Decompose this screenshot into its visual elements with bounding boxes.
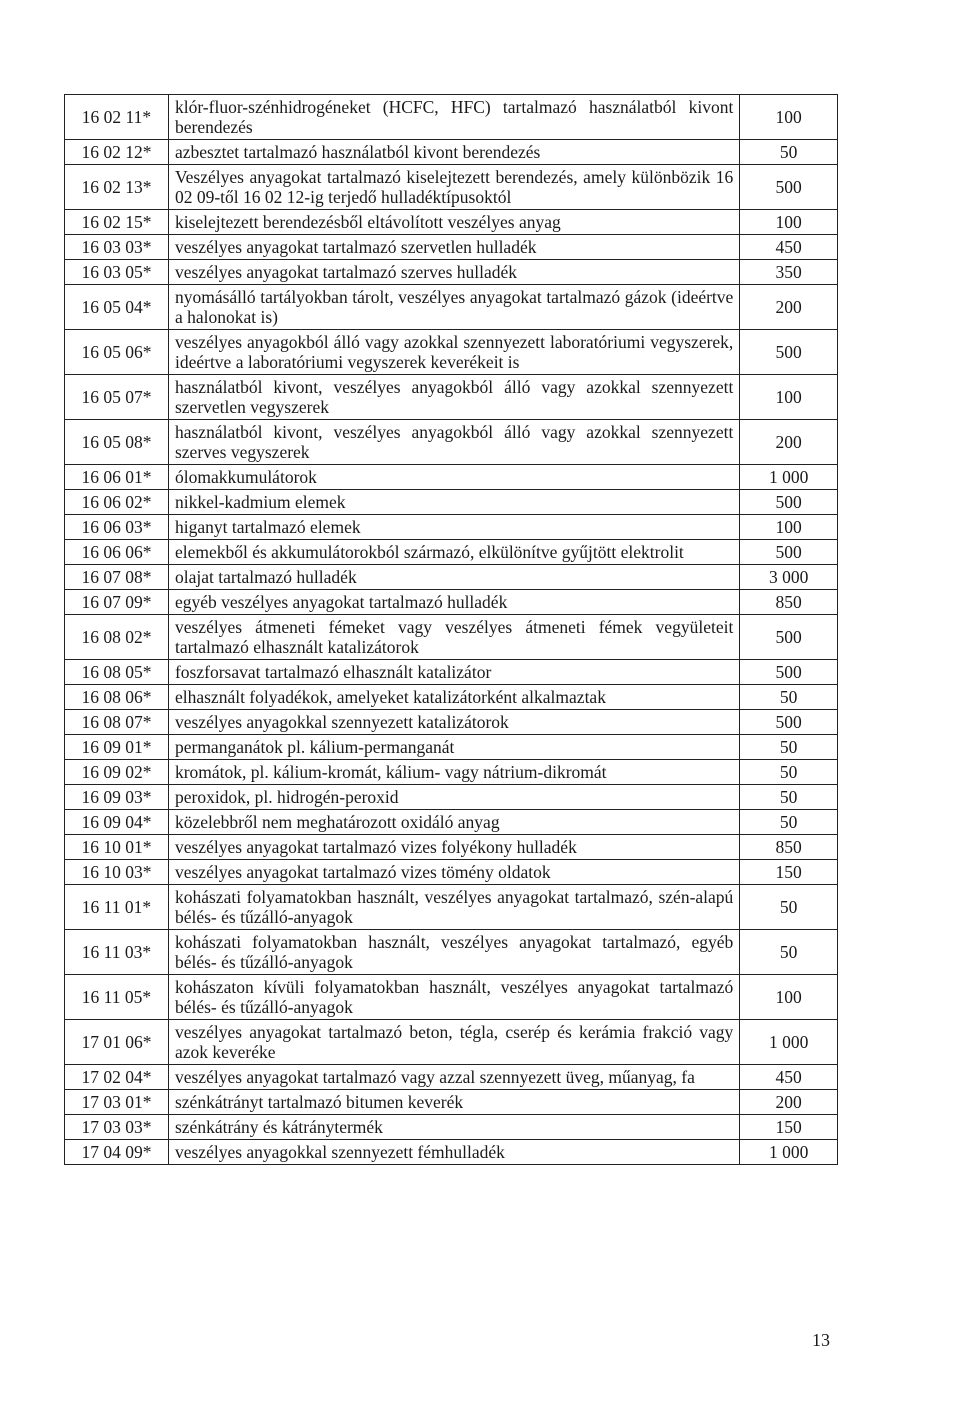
table-row xyxy=(65,565,838,590)
quantity-cell: 500 xyxy=(740,540,838,565)
waste-description-cell: kohászaton kívüli folyamatokban használt, veszélyes anyagokat tartalmazó bélés- és tűzálló-anyagok xyxy=(168,975,739,1020)
waste-code-cell: 16 10 01* xyxy=(65,835,169,860)
quantity-cell: 50 xyxy=(740,140,838,165)
quantity-cell: 150 xyxy=(740,860,838,885)
table-row xyxy=(65,490,838,515)
waste-code-cell: 16 09 01* xyxy=(65,735,169,760)
waste-description-cell: veszélyes anyagokat tartalmazó beton, tégla, cserép és kerámia frakció vagy azok keveréke xyxy=(168,1020,739,1065)
quantity-cell: 500 xyxy=(740,660,838,685)
waste-description-cell: veszélyes anyagokat tartalmazó szervetlen hulladék xyxy=(168,235,739,260)
waste-code-cell: 17 02 04* xyxy=(65,1065,169,1090)
waste-description-cell: veszélyes anyagokkal szennyezett katalizátorok xyxy=(168,710,739,735)
waste-description-cell: kohászati folyamatokban használt, veszélyes anyagokat tartalmazó, szén-alapú bélés- és tűzálló-anyagok xyxy=(168,885,739,930)
waste-code-cell: 16 05 08* xyxy=(65,420,169,465)
quantity-cell: 50 xyxy=(740,885,838,930)
quantity-cell: 200 xyxy=(740,285,838,330)
table-row xyxy=(65,860,838,885)
quantity-cell: 500 xyxy=(740,330,838,375)
waste-code-cell: 16 11 05* xyxy=(65,975,169,1020)
waste-code-cell: 16 09 03* xyxy=(65,785,169,810)
quantity-cell: 1 000 xyxy=(740,465,838,490)
waste-description-cell: veszélyes anyagokat tartalmazó szerves hulladék xyxy=(168,260,739,285)
waste-description-cell: elhasznált folyadékok, amelyeket katalizátorként alkalmaztak xyxy=(168,685,739,710)
table-row xyxy=(65,1090,838,1115)
waste-description-cell: elemekből és akkumulátorokból származó, elkülönítve gyűjtött elektrolit xyxy=(168,540,739,565)
waste-description-cell: higanyt tartalmazó elemek xyxy=(168,515,739,540)
table-row xyxy=(65,930,838,975)
waste-description-cell: azbesztet tartalmazó használatból kivont berendezés xyxy=(168,140,739,165)
waste-description-cell: nikkel-kadmium elemek xyxy=(168,490,739,515)
waste-code-cell: 16 08 02* xyxy=(65,615,169,660)
waste-description-cell: használatból kivont, veszélyes anyagokból álló vagy azokkal szennyezett szervetlen vegyszerek xyxy=(168,375,739,420)
quantity-cell: 50 xyxy=(740,735,838,760)
quantity-cell: 450 xyxy=(740,235,838,260)
table-row xyxy=(65,140,838,165)
waste-description-cell: kohászati folyamatokban használt, veszélyes anyagokat tartalmazó, egyéb bélés- és tűzálló-anyagok xyxy=(168,930,739,975)
quantity-cell: 1 000 xyxy=(740,1140,838,1165)
waste-code-cell: 16 02 13* xyxy=(65,165,169,210)
waste-code-cell: 16 06 01* xyxy=(65,465,169,490)
waste-description-cell: veszélyes átmeneti fémeket vagy veszélyes átmeneti fémek vegyületeit tartalmazó elhasznált katalizátorok xyxy=(168,615,739,660)
waste-code-cell: 16 08 06* xyxy=(65,685,169,710)
waste-description-cell: nyomásálló tartályokban tárolt, veszélyes anyagokat tartalmazó gázok (ideértve a halonokat is) xyxy=(168,285,739,330)
quantity-cell: 200 xyxy=(740,1090,838,1115)
quantity-cell: 100 xyxy=(740,975,838,1020)
waste-code-cell: 17 01 06* xyxy=(65,1020,169,1065)
quantity-cell: 450 xyxy=(740,1065,838,1090)
quantity-cell: 200 xyxy=(740,420,838,465)
waste-description-cell: veszélyes anyagokat tartalmazó vizes tömény oldatok xyxy=(168,860,739,885)
quantity-cell: 100 xyxy=(740,210,838,235)
table-row xyxy=(65,1020,838,1065)
waste-code-cell: 16 11 03* xyxy=(65,930,169,975)
waste-description-cell: veszélyes anyagokkal szennyezett fémhulladék xyxy=(168,1140,739,1165)
table-row xyxy=(65,375,838,420)
waste-description-cell: olajat tartalmazó hulladék xyxy=(168,565,739,590)
waste-code-cell: 16 02 11* xyxy=(65,95,169,140)
waste-description-cell: peroxidok, pl. hidrogén-peroxid xyxy=(168,785,739,810)
waste-description-cell: ólomakkumulátorok xyxy=(168,465,739,490)
quantity-cell: 1 000 xyxy=(740,1020,838,1065)
quantity-cell: 500 xyxy=(740,490,838,515)
waste-description-cell: kromátok, pl. kálium-kromát, kálium- vagy nátrium-dikromát xyxy=(168,760,739,785)
waste-code-cell: 16 07 08* xyxy=(65,565,169,590)
waste-description-cell: közelebbről nem meghatározott oxidáló anyag xyxy=(168,810,739,835)
table-body xyxy=(65,95,838,1165)
quantity-cell: 500 xyxy=(740,710,838,735)
waste-code-cell: 16 10 03* xyxy=(65,860,169,885)
quantity-cell: 3 000 xyxy=(740,565,838,590)
waste-description-cell: szénkátrányt tartalmazó bitumen keverék xyxy=(168,1090,739,1115)
waste-code-cell: 17 04 09* xyxy=(65,1140,169,1165)
quantity-cell: 50 xyxy=(740,810,838,835)
table-row xyxy=(65,210,838,235)
waste-code-cell: 16 08 07* xyxy=(65,710,169,735)
table-row xyxy=(65,975,838,1020)
quantity-cell: 100 xyxy=(740,515,838,540)
waste-description-cell: permanganátok pl. kálium-permanganát xyxy=(168,735,739,760)
waste-code-cell: 16 03 03* xyxy=(65,235,169,260)
quantity-cell: 500 xyxy=(740,615,838,660)
waste-code-cell: 16 02 12* xyxy=(65,140,169,165)
waste-description-cell: klór-fluor-szénhidrogéneket (HCFC, HFC) tartalmazó használatból kivont berendezés xyxy=(168,95,739,140)
page-number: 13 xyxy=(812,1330,830,1350)
waste-description-cell: egyéb veszélyes anyagokat tartalmazó hulladék xyxy=(168,590,739,615)
quantity-cell: 50 xyxy=(740,785,838,810)
waste-code-cell: 16 06 06* xyxy=(65,540,169,565)
table-row xyxy=(65,685,838,710)
waste-description-cell: használatból kivont, veszélyes anyagokból álló vagy azokkal szennyezett szerves vegyszerek xyxy=(168,420,739,465)
table-row xyxy=(65,260,838,285)
waste-code-cell: 16 06 03* xyxy=(65,515,169,540)
table-row xyxy=(65,95,838,140)
table-row xyxy=(65,515,838,540)
table-row xyxy=(65,465,838,490)
waste-code-cell: 16 02 15* xyxy=(65,210,169,235)
table-row xyxy=(65,660,838,685)
quantity-cell: 50 xyxy=(740,760,838,785)
waste-code-cell: 16 07 09* xyxy=(65,590,169,615)
quantity-cell: 850 xyxy=(740,835,838,860)
quantity-cell: 850 xyxy=(740,590,838,615)
table-row xyxy=(65,165,838,210)
table-row xyxy=(65,1115,838,1140)
waste-description-cell: foszforsavat tartalmazó elhasznált katalizátor xyxy=(168,660,739,685)
quantity-cell: 100 xyxy=(740,95,838,140)
waste-description-cell: veszélyes anyagokat tartalmazó vagy azzal szennyezett üveg, műanyag, fa xyxy=(168,1065,739,1090)
table-row xyxy=(65,735,838,760)
waste-code-cell: 16 09 04* xyxy=(65,810,169,835)
quantity-cell: 50 xyxy=(740,930,838,975)
table-row xyxy=(65,785,838,810)
table-row xyxy=(65,1140,838,1165)
table-row xyxy=(65,885,838,930)
waste-code-table xyxy=(64,94,838,1165)
waste-description-cell: kiselejtezett berendezésből eltávolított veszélyes anyag xyxy=(168,210,739,235)
waste-code-cell: 16 05 06* xyxy=(65,330,169,375)
table-row xyxy=(65,540,838,565)
table-row xyxy=(65,835,838,860)
waste-code-cell: 16 06 02* xyxy=(65,490,169,515)
table-row xyxy=(65,420,838,465)
quantity-cell: 150 xyxy=(740,1115,838,1140)
table-row xyxy=(65,235,838,260)
waste-code-cell: 17 03 03* xyxy=(65,1115,169,1140)
table-row xyxy=(65,710,838,735)
quantity-cell: 500 xyxy=(740,165,838,210)
quantity-cell: 100 xyxy=(740,375,838,420)
table-row xyxy=(65,285,838,330)
waste-code-cell: 16 11 01* xyxy=(65,885,169,930)
waste-code-cell: 17 03 01* xyxy=(65,1090,169,1115)
quantity-cell: 50 xyxy=(740,685,838,710)
waste-code-cell: 16 05 07* xyxy=(65,375,169,420)
waste-code-cell: 16 09 02* xyxy=(65,760,169,785)
waste-description-cell: Veszélyes anyagokat tartalmazó kiselejtezett berendezés, amely különbözik 16 02 09-től 16 02 12-ig terjedő hulladéktípusoktól xyxy=(168,165,739,210)
waste-description-cell: veszélyes anyagokból álló vagy azokkal szennyezett laboratóriumi vegyszerek, ideértve a laboratóriumi vegyszerek keverékeit is xyxy=(168,330,739,375)
quantity-cell: 350 xyxy=(740,260,838,285)
table-row xyxy=(65,615,838,660)
waste-code-cell: 16 05 04* xyxy=(65,285,169,330)
waste-description-cell: veszélyes anyagokat tartalmazó vizes folyékony hulladék xyxy=(168,835,739,860)
table-row xyxy=(65,1065,838,1090)
table-row xyxy=(65,330,838,375)
waste-code-cell: 16 03 05* xyxy=(65,260,169,285)
waste-description-cell: szénkátrány és kátránytermék xyxy=(168,1115,739,1140)
table-row xyxy=(65,590,838,615)
table-row xyxy=(65,810,838,835)
table-row xyxy=(65,760,838,785)
waste-code-cell: 16 08 05* xyxy=(65,660,169,685)
